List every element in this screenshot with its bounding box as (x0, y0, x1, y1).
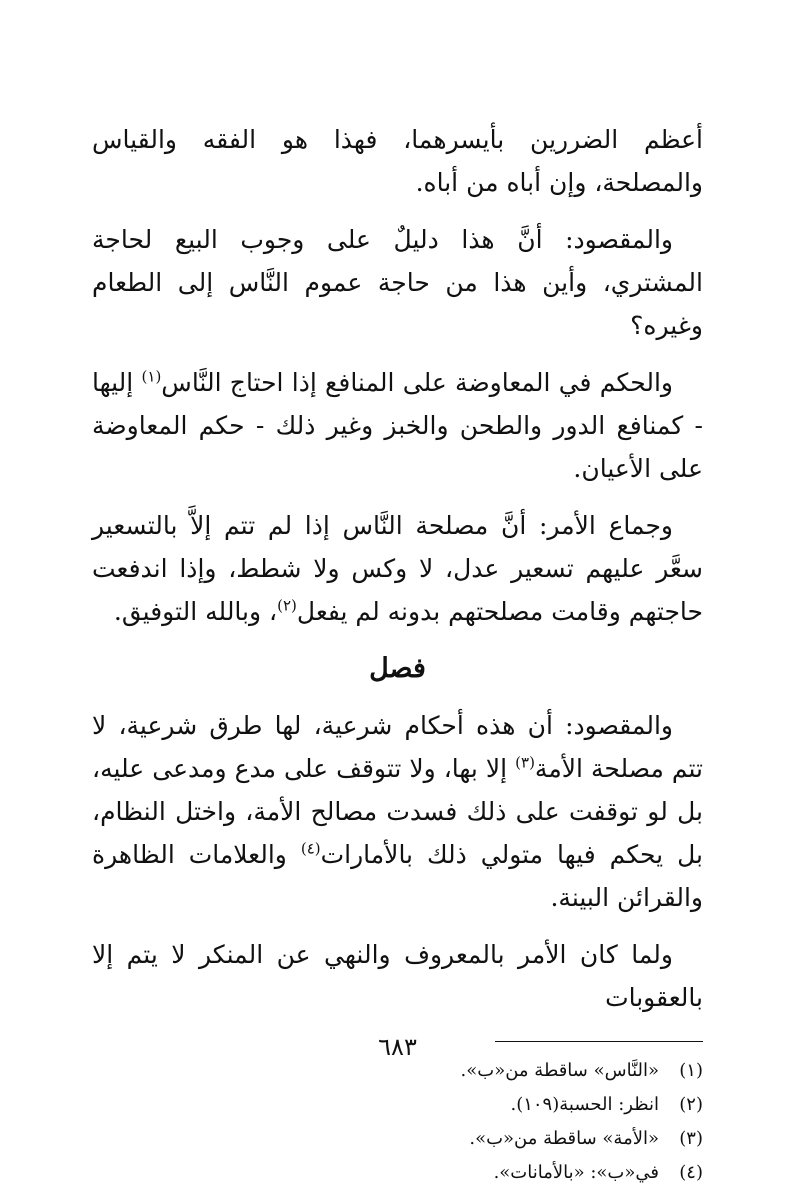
footnote-number: (٢) (679, 1094, 703, 1115)
paragraph-5-text-b: إلا بها، ولا تتوقف على مدع ومدعى عليه، بل لو توقفت على ذلك فسدت مصالح الأمة، واختل النظام، بل يحكم فيها متولي ذلك بالأمارات (92, 754, 703, 869)
paragraph-5 (92, 704, 703, 919)
paragraph-2-text: والمقصود: أنَّ هذا دليلٌ على وجوب البيع لحاجة المشتري، وأين هذا من حاجة عموم النَّاس إلى الطعام وغيره؟ (92, 225, 703, 340)
page-number: ٦٨٣ (378, 1033, 417, 1061)
footnote-item (92, 1122, 703, 1156)
footnote-text: «النَّاس» ساقطة من«ب». (460, 1060, 659, 1081)
footnote-ref-2: (٢) (277, 596, 297, 615)
paragraph-6 (92, 933, 703, 1019)
footnote-number: (٤) (679, 1162, 703, 1183)
footnote-item (92, 1088, 703, 1122)
paragraph-4-text-b: ، وبالله التوفيق. (113, 597, 278, 626)
footnote-ref-4: (٤) (300, 839, 321, 858)
footnote-text: انظر: الحسبة(١٠٩). (510, 1094, 659, 1115)
paragraph-3-text-a: والحكم في المعاوضة على المنافع إذا احتاج النَّاس (161, 368, 673, 397)
section-heading: فصل (369, 653, 426, 684)
footnote-text: «الأمة» ساقطة من«ب». (469, 1128, 659, 1149)
paragraph-5-text-c: والعلامات الظاهرة والقرائن البينة. (92, 840, 703, 912)
footnote-text: في«ب»: «بالأمانات». (493, 1162, 659, 1183)
paragraph-3 (92, 361, 703, 490)
footnote-ref-1: (١) (141, 367, 162, 386)
paragraph-3-text-b: إليها - كمنافع الدور والطحن والخبز وغير ذلك - حكم المعاوضة على الأعيان. (92, 368, 703, 483)
paragraph-4-text-a: وجماع الأمر: أنَّ مصلحة النَّاس إذا لم تتم إلاَّ بالتسعير سعَّر عليهم تسعير عدل، لا وكس ولا شطط، وإذا اندفعت حاجتهم وقامت مصلحتهم بدونه لم يفعل (92, 511, 703, 626)
footnotes (92, 1054, 703, 1190)
paragraph-5-text-a: والمقصود: أن هذه أحكام شرعية، لها طرق شرعية، لا تتم مصلحة الأمة (92, 711, 703, 783)
footnote-number: (١) (679, 1060, 703, 1081)
paragraph-1 (92, 118, 703, 204)
paragraph-2 (92, 218, 703, 347)
footnote-ref-3: (٣) (515, 753, 535, 772)
paragraph-4 (92, 504, 703, 633)
footnote-number: (٣) (679, 1128, 703, 1149)
footnote-item (92, 1156, 703, 1190)
paragraph-1-text: أعظم الضررين بأيسرهما، فهذا هو الفقه والقياس والمصلحة، وإن أباه من أباه. (92, 125, 703, 197)
paragraph-6-text: ولما كان الأمر بالمعروف والنهي عن المنكر لا يتم إلا بالعقوبات (92, 940, 703, 1012)
